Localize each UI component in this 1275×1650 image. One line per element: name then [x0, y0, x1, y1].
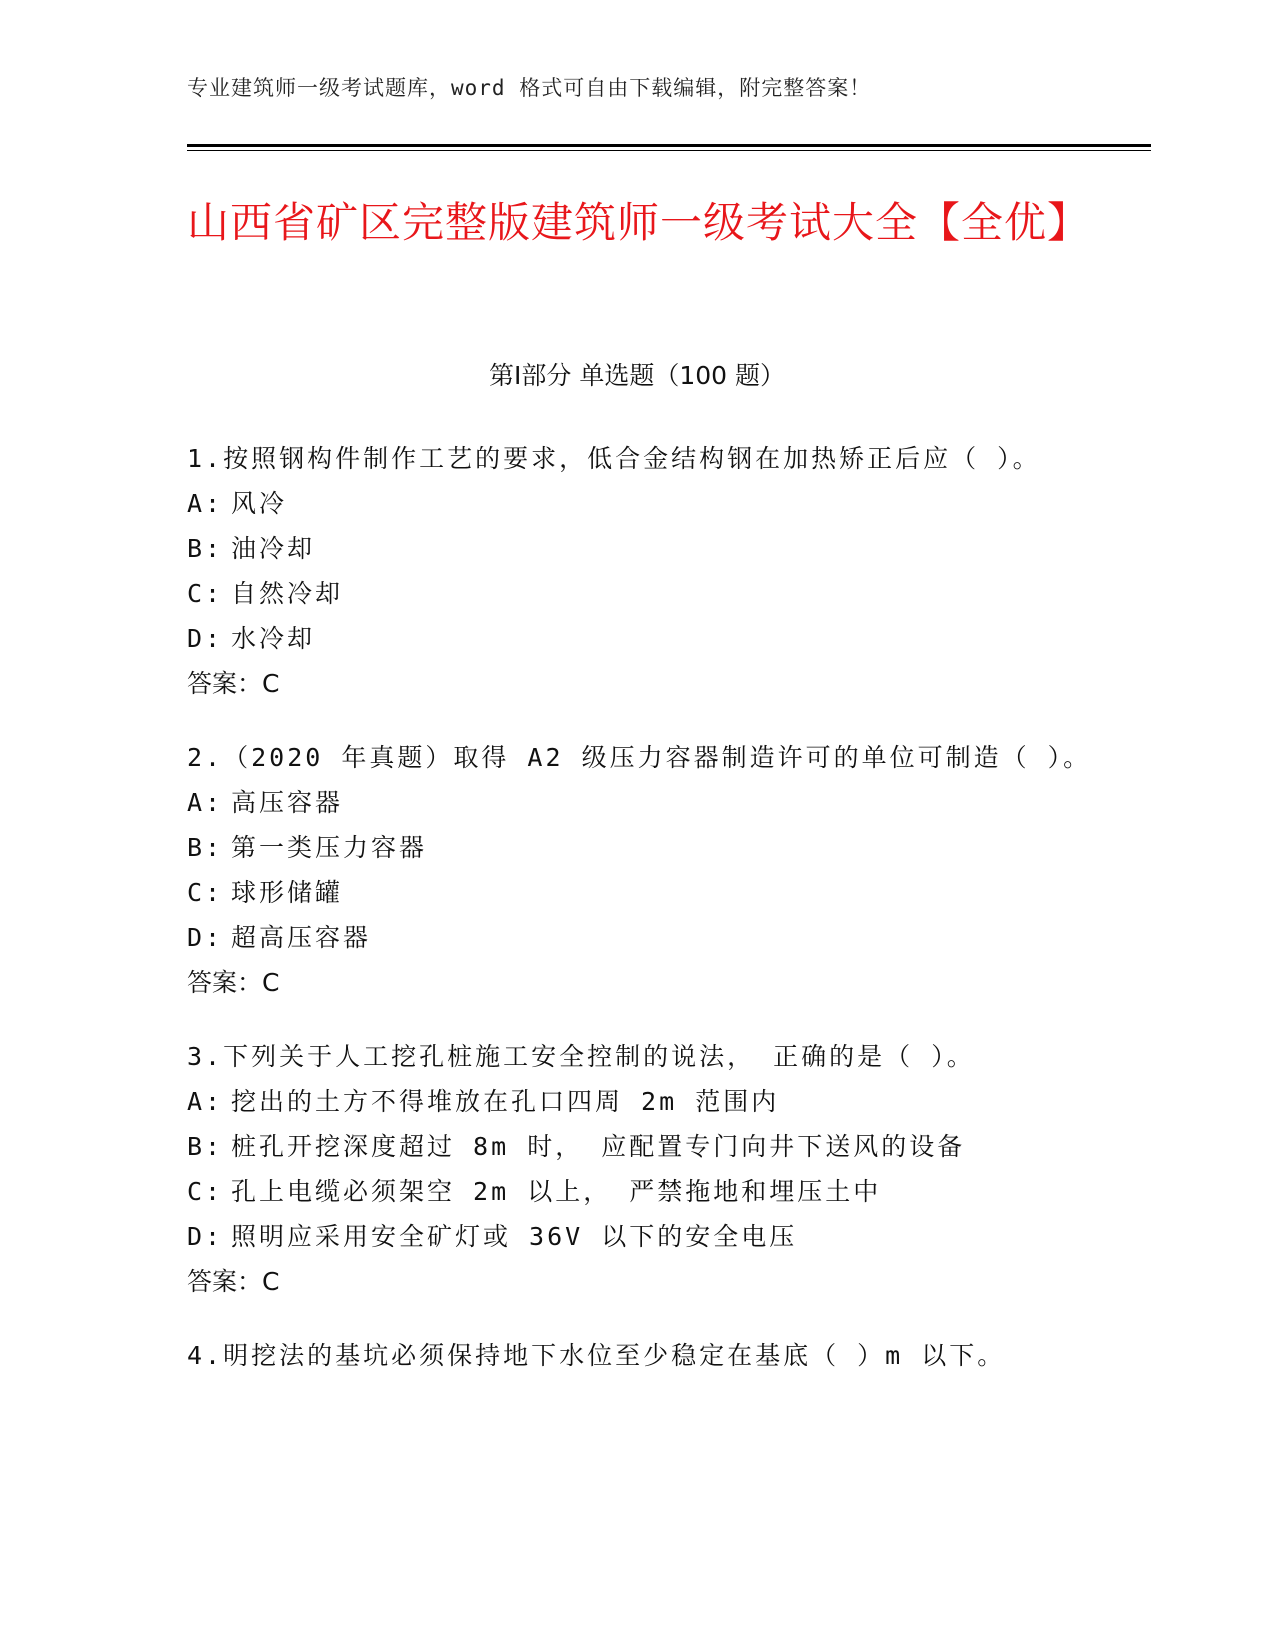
- section-title: 第Ⅰ部分 单选题（100 题）: [489, 361, 785, 390]
- option-letter: D:: [187, 1222, 224, 1251]
- option-a: [187, 1083, 1127, 1121]
- option-letter: D:: [187, 624, 224, 653]
- option-letter: A:: [187, 489, 224, 518]
- option-letter: A:: [187, 788, 224, 817]
- option-text: 孔上电缆必须架空 2m 以上， 严禁拖地和埋压土中: [231, 1177, 882, 1206]
- question-stem: 3.下列关于人工挖孔桩施工安全控制的说法， 正确的是（ ）。: [187, 1042, 975, 1071]
- header-divider-thick: [187, 144, 1151, 147]
- option-text: 照明应采用安全矿灯或 36V 以下的安全电压: [231, 1222, 798, 1251]
- document-title: 山西省矿区完整版建筑师一级考试大全【全优】: [187, 198, 1091, 247]
- option-letter: C:: [187, 579, 224, 608]
- option-text: 第一类压力容器: [231, 833, 428, 862]
- header-divider-thin: [187, 150, 1151, 151]
- option-text: 超高压容器: [231, 923, 372, 952]
- option-d: [187, 620, 1127, 658]
- question-3: [187, 1038, 1127, 1301]
- option-text: 高压容器: [231, 788, 344, 817]
- option-b: [187, 1128, 1127, 1166]
- question-1: [187, 440, 1127, 703]
- header-note: 专业建筑师一级考试题库，word 格式可自由下载编辑，附完整答案！: [187, 76, 872, 100]
- option-letter: B:: [187, 1132, 224, 1161]
- question-4: [187, 1337, 1127, 1375]
- answer-line: 答案：C: [187, 1267, 280, 1296]
- question-stem: 1.按照钢构件制作工艺的要求，低合金结构钢在加热矫正后应（ ）。: [187, 444, 1041, 473]
- option-b: [187, 829, 1127, 867]
- question-stem: 4.明挖法的基坑必须保持地下水位至少稳定在基底（ ）m 以下。: [187, 1341, 1006, 1370]
- question-list: [187, 440, 1127, 1411]
- option-letter: C:: [187, 878, 224, 907]
- answer-line: 答案：C: [187, 669, 280, 698]
- answer-line: 答案：C: [187, 968, 280, 997]
- option-letter: D:: [187, 923, 224, 952]
- option-letter: B:: [187, 833, 224, 862]
- option-letter: A:: [187, 1087, 224, 1116]
- option-text: 风冷: [231, 489, 288, 518]
- option-d: [187, 1218, 1127, 1256]
- option-c: [187, 874, 1127, 912]
- option-c: [187, 1173, 1127, 1211]
- option-text: 水冷却: [231, 624, 316, 653]
- option-text: 油冷却: [231, 534, 316, 563]
- option-c: [187, 575, 1127, 613]
- option-b: [187, 530, 1127, 568]
- option-text: 球形储罐: [231, 878, 344, 907]
- option-text: 自然冷却: [231, 579, 344, 608]
- option-text: 挖出的土方不得堆放在孔口四周 2m 范围内: [231, 1087, 780, 1116]
- option-d: [187, 919, 1127, 957]
- question-2: [187, 739, 1127, 1002]
- option-letter: C:: [187, 1177, 224, 1206]
- option-a: [187, 485, 1127, 523]
- option-text: 桩孔开挖深度超过 8m 时， 应配置专门向井下送风的设备: [231, 1132, 966, 1161]
- question-stem: 2.（2020 年真题）取得 A2 级压力容器制造许可的单位可制造（ ）。: [187, 743, 1092, 772]
- option-letter: B:: [187, 534, 224, 563]
- option-a: [187, 784, 1127, 822]
